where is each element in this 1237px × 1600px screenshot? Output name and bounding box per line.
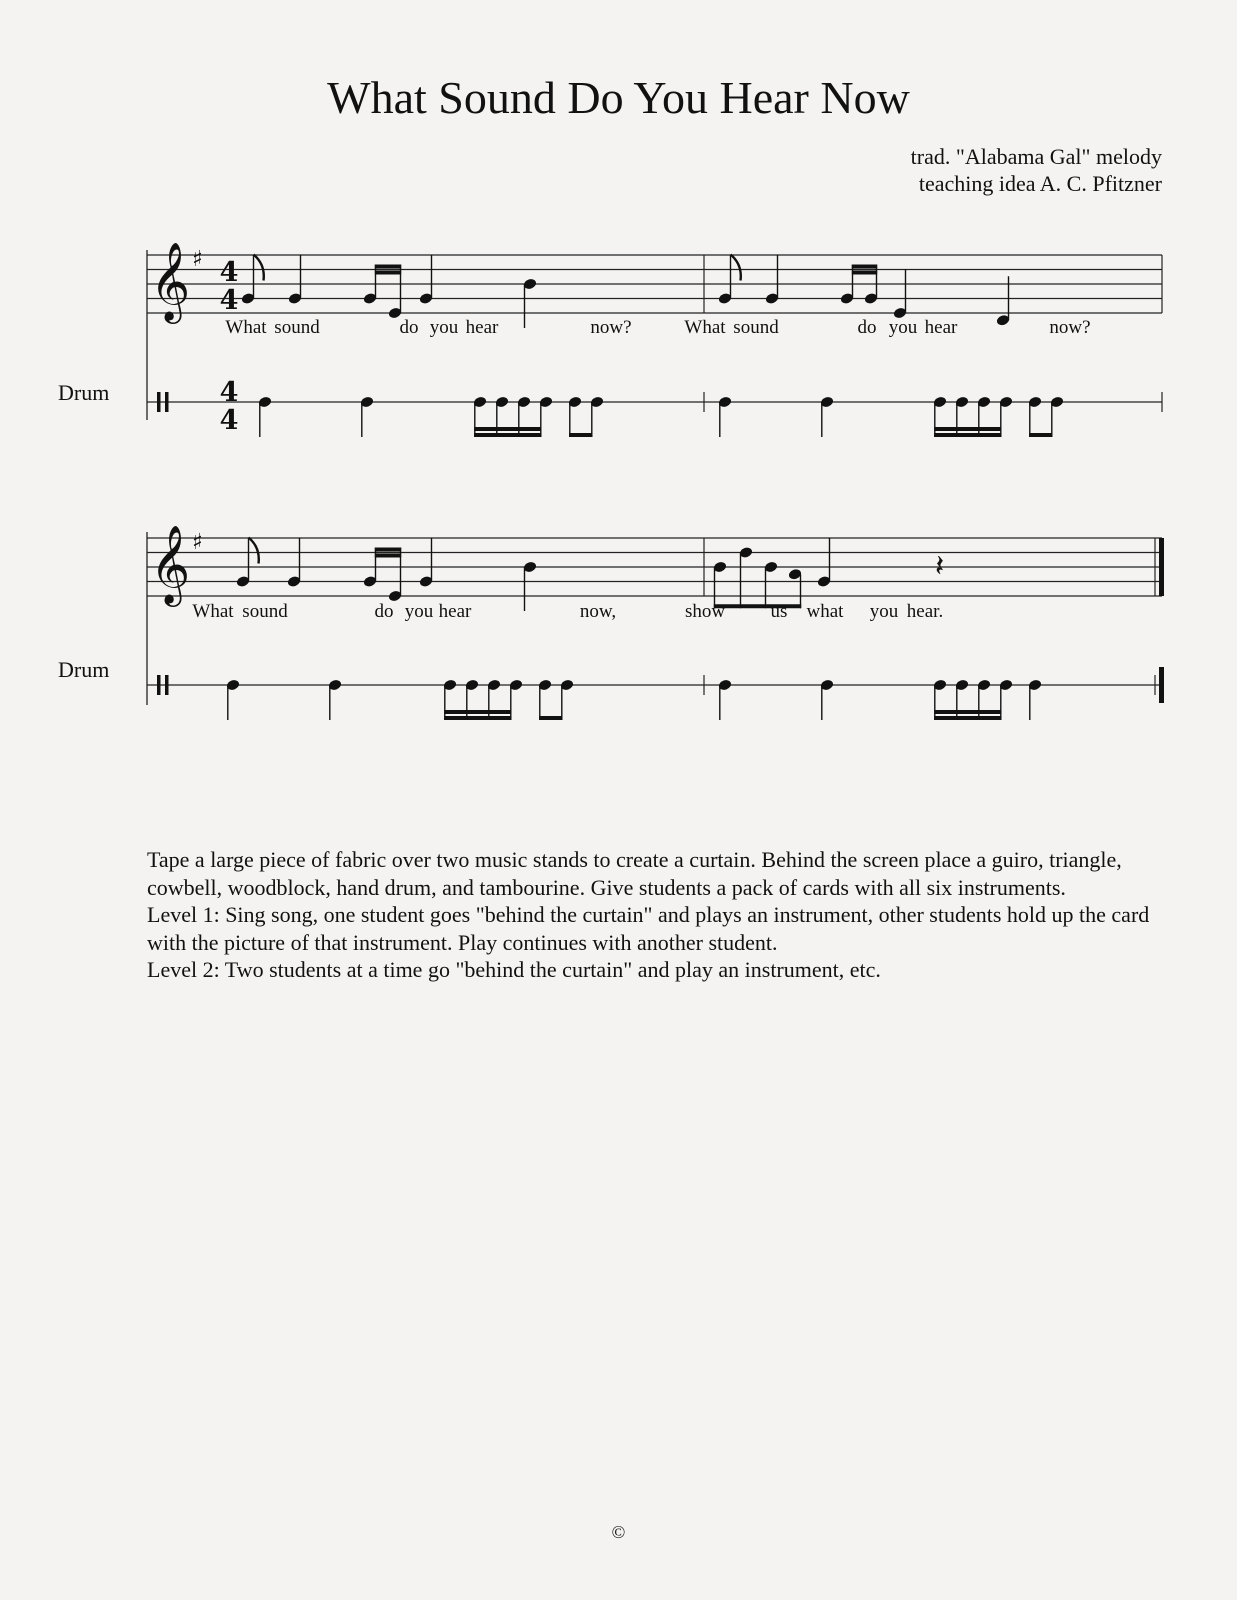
lyric-syllable: hear. (906, 601, 944, 622)
note-beam (375, 265, 401, 269)
music-score (0, 0, 1237, 760)
eighth-flag (254, 255, 264, 281)
eighth-flag (249, 538, 259, 564)
time-signature-bottom: 4 (219, 285, 239, 316)
credit-melody: trad. "Alabama Gal" melody (910, 144, 1162, 169)
lyric-syllable: hear (465, 317, 499, 338)
lyric-syllable: do (374, 601, 394, 622)
drum-note-beam (474, 433, 541, 437)
percussion-clef-icon (157, 675, 161, 695)
treble-clef-icon: 𝄞 (150, 242, 191, 321)
note-beam (714, 604, 801, 608)
drum-note-beam (934, 716, 1001, 720)
credit-teaching-idea: teaching idea A. C. Pfitzner (918, 171, 1162, 196)
note-beam (375, 554, 401, 558)
eighth-flag (731, 255, 741, 281)
drum-note-beam (474, 427, 541, 431)
final-barline (1159, 538, 1164, 596)
quarter-rest-icon: 𝄽 (935, 549, 945, 584)
score-staves (147, 242, 1164, 705)
lyric-syllable: What (684, 317, 726, 338)
note-beam (375, 548, 401, 552)
instructions-setup: Tape a large piece of fabric over two music stands to create a curtain. Behind the screen place a guiro, triangle, cowbell, woodblock, hand drum, and tambourine. Give students a pack of cards with all six instruments. (147, 847, 1122, 900)
lyric-syllable: sound (733, 317, 779, 338)
lyric-syllable: now, (579, 601, 617, 622)
note-beam (375, 271, 401, 275)
drum-note-beam (444, 710, 511, 714)
lyric-syllable: hear (438, 601, 472, 622)
drum-note-beam (1029, 433, 1052, 437)
sharp-key-signature-icon: ♯ (192, 530, 203, 555)
drum-note-beam (934, 427, 1001, 431)
note-beam (852, 271, 877, 275)
lyric-syllable: what (806, 601, 844, 622)
score-lyrics (192, 317, 1090, 622)
lyric-syllable: do (399, 317, 419, 338)
lyric-syllable: sound (242, 601, 288, 622)
teaching-instructions (147, 846, 1157, 984)
drum-note-beam (934, 710, 1001, 714)
drum-staff-label-system-2: Drum (58, 657, 110, 682)
percussion-clef-icon (165, 675, 169, 695)
lyric-syllable: sound (274, 317, 320, 338)
time-signature-bottom: 4 (219, 405, 239, 436)
copyright-mark: © (611, 1522, 626, 1542)
lyric-syllable: show (684, 601, 726, 622)
sharp-key-signature-icon: ♯ (192, 247, 203, 272)
drum-note-beam (934, 433, 1001, 437)
lyric-syllable: us (770, 601, 788, 622)
lyric-syllable: you (869, 601, 899, 622)
song-title: What Sound Do You Hear Now (327, 72, 910, 123)
treble-clef-icon: 𝄞 (150, 525, 191, 604)
percussion-clef-icon (165, 392, 169, 412)
lyric-syllable: you (404, 601, 434, 622)
drum-staff-label-system-1: Drum (58, 380, 110, 405)
time-signature-top: 4 (219, 377, 239, 408)
lyric-syllable: now? (590, 317, 632, 338)
percussion-clef-icon (157, 392, 161, 412)
lyric-syllable: you (429, 317, 459, 338)
note-beam (852, 265, 877, 269)
lyric-syllable: What (225, 317, 267, 338)
instructions-level-1: Level 1: Sing song, one student goes "behind the curtain" and plays an instrument, other students hold up the card with the picture of that instrument. Play continues with another student. (147, 902, 1150, 955)
lyric-syllable: you (888, 317, 918, 338)
lyric-syllable: hear (924, 317, 958, 338)
instructions-level-2: Level 2: Two students at a time go "behind the curtain" and play an instrument, etc. (147, 957, 881, 982)
lyric-syllable: What (192, 601, 234, 622)
time-signature-top: 4 (219, 257, 239, 288)
lyric-syllable: now? (1049, 317, 1091, 338)
drum-note-beam (569, 433, 592, 437)
drum-final-barline (1159, 667, 1164, 703)
drum-note-beam (539, 716, 562, 720)
drum-note-beam (444, 716, 511, 720)
lyric-syllable: do (857, 317, 877, 338)
